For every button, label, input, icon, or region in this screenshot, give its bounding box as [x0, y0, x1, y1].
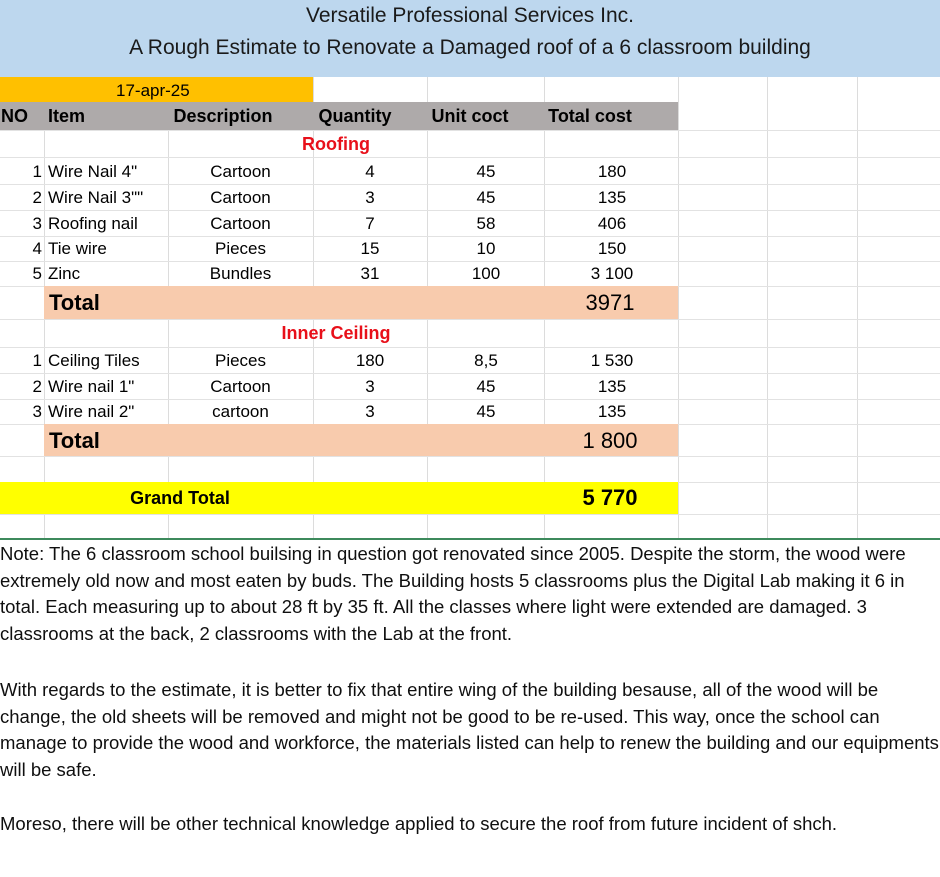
row-unit-cost: 45	[476, 188, 496, 207]
row-item: Wire Nail 3""	[48, 188, 144, 207]
estimate-title: A Rough Estimate to Renovate a Damaged roof of a 6 classroom building	[129, 36, 811, 59]
row-no: 4	[32, 239, 42, 258]
row-no: 1	[32, 351, 42, 370]
row-total-cost: 135	[597, 402, 627, 421]
row-item: Ceiling Tiles	[48, 351, 140, 370]
row-quantity: 7	[365, 214, 375, 233]
row-total-cost: 150	[597, 239, 627, 258]
row-no: 1	[32, 162, 42, 181]
row-description: Pieces	[214, 351, 267, 370]
row-no: 2	[32, 188, 42, 207]
row-no: 2	[32, 377, 42, 396]
note-paragraph: Moreso, there will be other technical knowledge applied to secure the roof from future incident of shch.	[0, 813, 838, 834]
col-header-description: Description	[173, 106, 273, 126]
row-no: 5	[32, 264, 42, 283]
row-description: Bundles	[209, 264, 272, 283]
row-no: 3	[32, 402, 42, 421]
row-quantity: 4	[365, 162, 375, 181]
row-quantity: 15	[360, 239, 380, 258]
col-header-total-cost: Total cost	[548, 106, 632, 126]
row-item: Roofing nail	[48, 214, 138, 233]
col-header-no: NO	[1, 106, 28, 126]
row-unit-cost: 100	[471, 264, 501, 283]
row-item: Zinc	[48, 264, 81, 283]
row-description: Cartoon	[210, 162, 271, 181]
row-unit-cost: 10	[476, 239, 496, 258]
row-description: Cartoon	[210, 214, 271, 233]
row-quantity: 3	[365, 188, 375, 207]
row-description: Cartoon	[210, 188, 271, 207]
row-total-cost: 135	[597, 377, 627, 396]
col-header-unit-cost: Unit coct	[431, 106, 509, 126]
grand-total-value: 5 770	[582, 485, 638, 510]
col-header-item: Item	[48, 106, 86, 126]
divider-line	[0, 538, 940, 540]
row-total-cost: 1 530	[590, 351, 634, 370]
section-title-roofing: Roofing	[302, 134, 370, 154]
row-quantity: 31	[360, 264, 380, 283]
row-quantity: 180	[355, 351, 385, 370]
roofing-total-value: 3971	[585, 290, 635, 315]
col-header-quantity: Quantity	[318, 106, 392, 126]
row-item: Wire nail 1"	[48, 377, 135, 396]
row-item: Wire Nail 4"	[48, 162, 138, 181]
ceiling-total-label: Total	[49, 428, 100, 453]
roofing-total-label: Total	[49, 290, 100, 315]
title-banner	[0, 0, 940, 77]
row-description: Pieces	[214, 239, 267, 258]
row-total-cost: 180	[597, 162, 627, 181]
row-total-cost: 406	[597, 214, 627, 233]
row-unit-cost: 58	[476, 214, 496, 233]
note-paragraph: Note: The 6 classroom school builsing in question got renovated since 2005. Despite the storm, the wood were extremely old now and most eaten by buds. The Building hosts 5 classrooms plus the Digital Lab making it 6 in total. Each measuring up to about 28 ft by 35 ft. All the classes where light were extended are damaged. 3 classrooms at the back, 2 classrooms with the Lab at the front.	[0, 543, 906, 644]
row-no: 3	[32, 214, 42, 233]
row-description: cartoon	[212, 402, 269, 421]
row-unit-cost: 45	[476, 377, 496, 396]
row-item: Wire nail 2"	[48, 402, 135, 421]
row-quantity: 3	[365, 377, 375, 396]
row-item: Tie wire	[48, 239, 107, 258]
row-total-cost: 135	[597, 188, 627, 207]
company-name: Versatile Professional Services Inc.	[306, 4, 634, 27]
row-total-cost: 3 100	[590, 264, 634, 283]
row-description: Cartoon	[210, 377, 271, 396]
ceiling-total-value: 1 800	[582, 428, 638, 453]
section-title-inner-ceiling: Inner Ceiling	[281, 323, 391, 343]
row-unit-cost: 45	[476, 402, 496, 421]
row-unit-cost: 8,5	[474, 351, 498, 370]
row-quantity: 3	[365, 402, 375, 421]
note-paragraph: With regards to the estimate, it is better to fix that entire wing of the building besause, all of the wood will be change, the old sheets will be removed and might not be good to be re-used. This way, once the school can manage to provide the wood and workforce, the materials listed can help to renew the building and our equipments will be safe.	[0, 679, 939, 780]
grand-total-label: Grand Total	[130, 488, 230, 508]
row-unit-cost: 45	[476, 162, 496, 181]
estimate-date: 17-apr-25	[116, 81, 190, 100]
